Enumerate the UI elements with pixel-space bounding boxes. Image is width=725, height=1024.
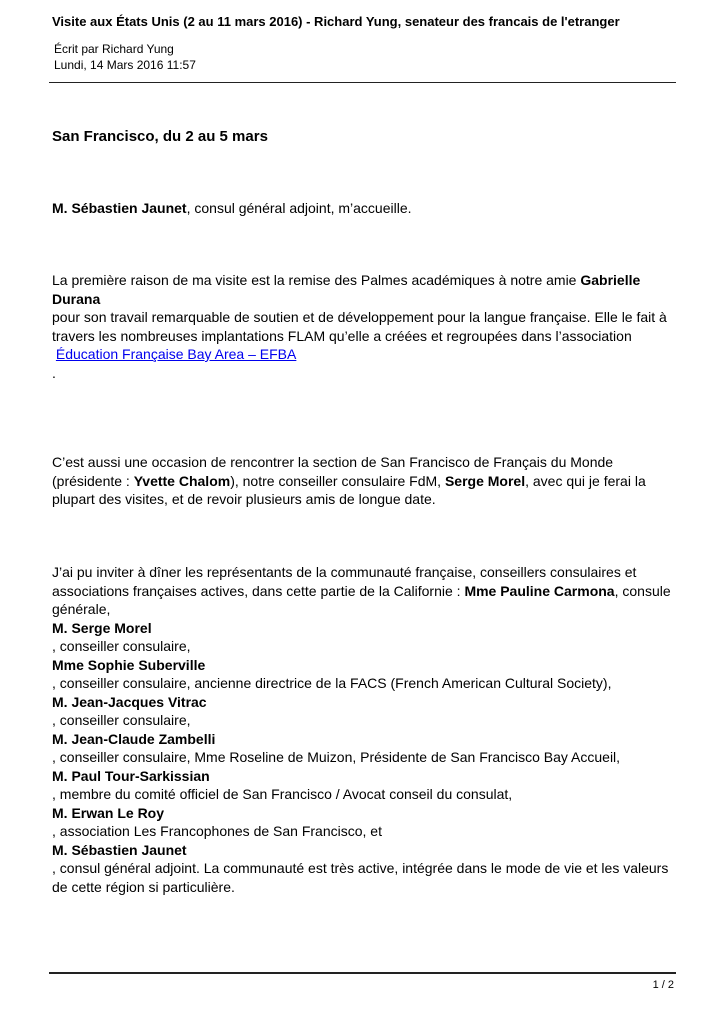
page-title: Visite aux États Unis (2 au 11 mars 2016) - Richard Yung, senateur des francais de l'etranger (52, 14, 620, 29)
text-run: C’est aussi une occasion de rencontrer la section de San Francisco de Français du Monde (présidente : (52, 454, 614, 489)
text-run: , conseiller consulaire, Mme Roseline de Muizon, Présidente de San Francisco Bay Accueil, (52, 749, 621, 765)
section-heading: San Francisco, du 2 au 5 mars (52, 128, 268, 145)
bold-text-run: Gabrielle Durana (52, 272, 641, 307)
text-run: , association Les Francophones de San Francisco, et (52, 823, 382, 839)
text-run: , avec qui je ferai la plupart des visites, et de revoir plusieurs amis de longue date. (52, 472, 646, 507)
bold-text-run: M. Sébastien Jaunet (52, 841, 187, 858)
bold-text-run: M. Jean-Jacques Vitrac (52, 693, 207, 710)
paragraph-intro (52, 199, 675, 218)
paragraph-diner (52, 563, 675, 896)
bold-text-run: M. Sébastien Jaunet (52, 200, 187, 216)
paragraph-palmes (52, 271, 675, 382)
paragraph-rencontre (52, 453, 675, 509)
header-divider (49, 82, 676, 83)
text-run: pour son travail remarquable de soutien et de développement pour la langue française. Elle le fait à travers les nombreuses implantations FLAM qu’elle a créées et regroupées dans l’association (52, 309, 667, 344)
efba-link[interactable]: Éducation Française Bay Area – EFBA (55, 346, 297, 362)
text-run: , conseiller consulaire, (52, 638, 191, 654)
bold-text-run: M. Erwan Le Roy (52, 804, 165, 821)
text-run: J’ai pu inviter à dîner les représentants de la communauté française, conseillers consulaires et associations françaises actives, dans cette partie de la Californie : (52, 564, 637, 599)
bold-text-run: M. Serge Morel (52, 619, 152, 636)
text-run: , consul général adjoint. La communauté est très active, intégrée dans le mode de vie et les valeurs de cette région si particulière. (52, 860, 669, 895)
bold-text-run: Serge Morel (444, 472, 526, 489)
bold-text-run: Mme Sophie Suberville (52, 656, 206, 673)
bold-text-run: M. Jean-Claude Zambelli (52, 730, 216, 747)
text-run: , conseiller consulaire, (52, 712, 191, 728)
bold-text-run: Mme Pauline Carmona (464, 582, 615, 599)
text-run: , conseiller consulaire, ancienne directrice de la FACS (French American Cultural Society), (52, 675, 612, 691)
bold-text-run: Yvette Chalom (133, 472, 231, 489)
text-run: , consule générale, (52, 582, 671, 617)
page-number-indicator: 1 / 2 (652, 979, 674, 991)
footer-divider (49, 972, 676, 974)
text-run: La première raison de ma visite est la remise des Palmes académiques à notre amie (52, 272, 581, 288)
bold-text-run: M. Paul Tour-Sarkissian (52, 767, 210, 784)
text-run: , membre du comité officiel de San Francisco / Avocat conseil du consulat, (52, 786, 513, 802)
date-line: Lundi, 14 Mars 2016 11:57 (54, 58, 196, 72)
text-run: . (52, 364, 56, 381)
text-run: , consul général adjoint, m’accueille. (186, 200, 412, 216)
text-run: ), notre conseiller consulaire FdM, (230, 472, 445, 489)
author-line: Écrit par Richard Yung (54, 42, 174, 56)
